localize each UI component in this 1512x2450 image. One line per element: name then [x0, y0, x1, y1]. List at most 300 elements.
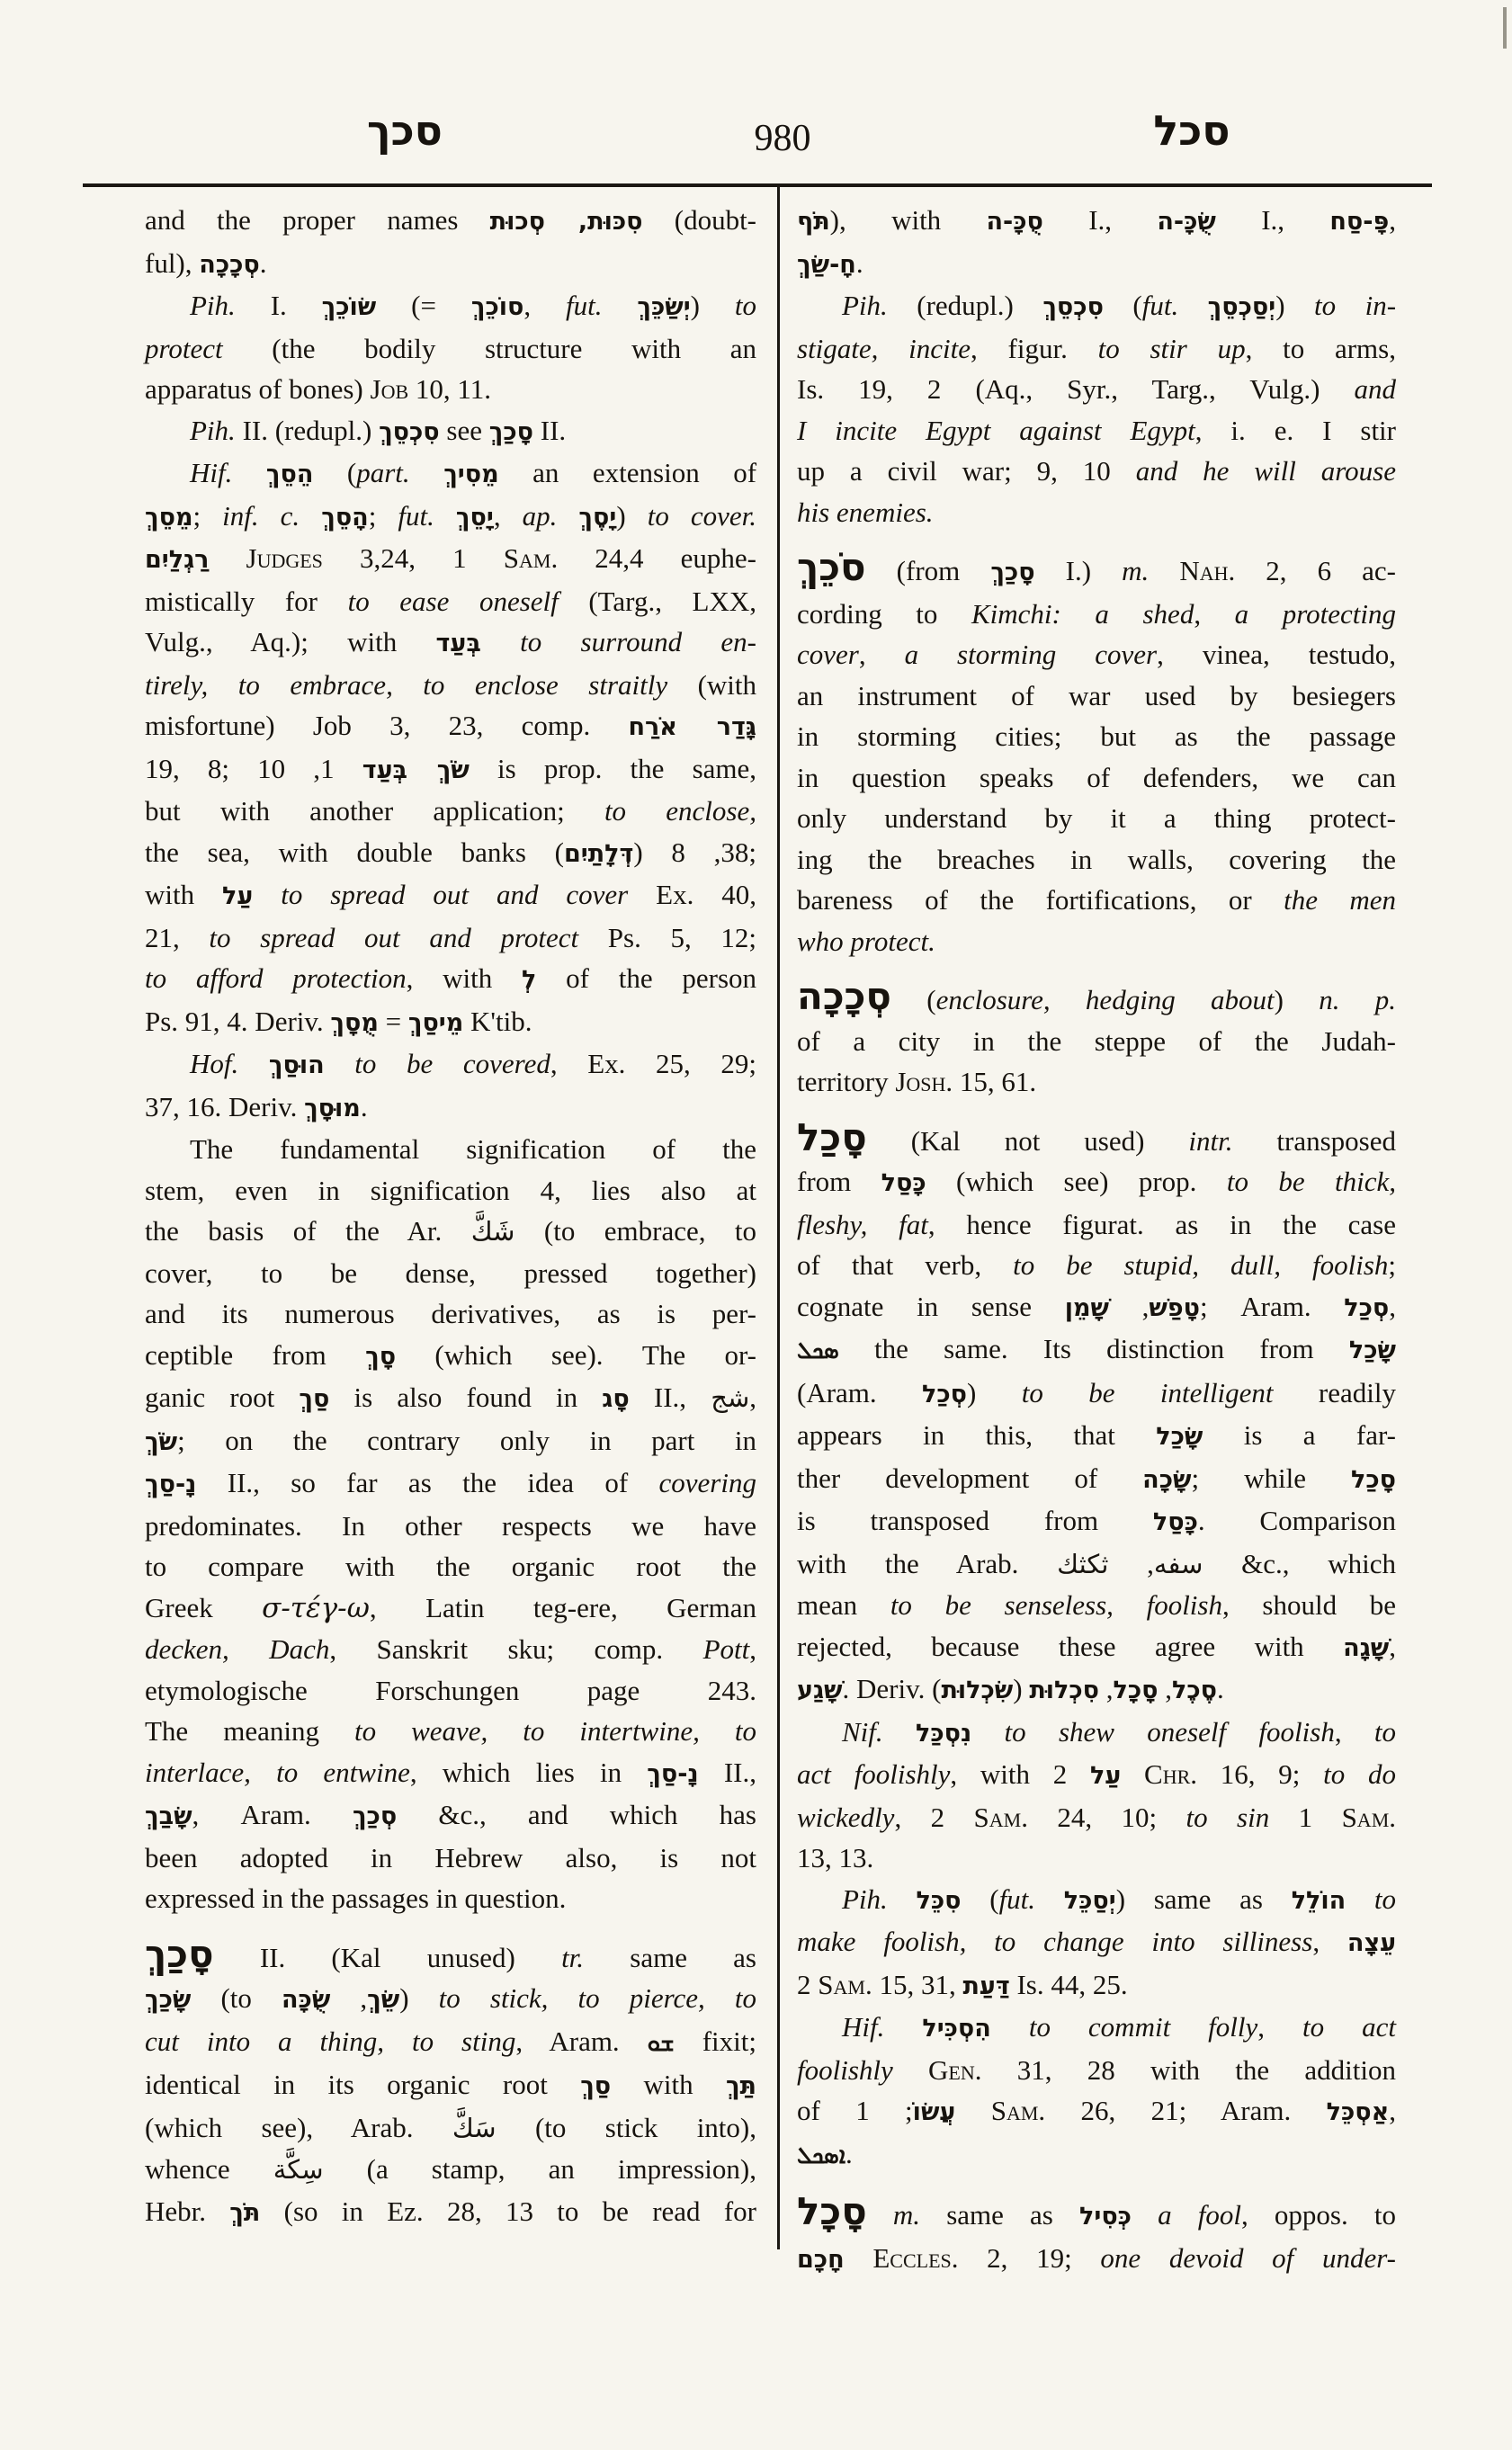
text-line: [145, 2021, 756, 2065]
text: K'tib.: [463, 1005, 532, 1037]
italic-text: decken, Dach: [145, 1633, 330, 1665]
text-line: [145, 243, 756, 286]
italic-text: and: [1354, 373, 1396, 405]
hebrew-text: כָּסַל: [881, 1169, 926, 1197]
hebrew-text: עֲשׂוֹ: [912, 2098, 956, 2126]
text-line: [797, 2191, 1396, 2238]
text-line: [145, 1794, 756, 1838]
text: ;: [192, 499, 223, 532]
text-line: [145, 1838, 756, 1879]
italic-text: to sin: [1185, 1801, 1270, 1833]
hebrew-text: מוּסָךְ: [304, 1094, 361, 1122]
italic-text: to be senseless, foolish: [890, 1589, 1222, 1621]
text: 15, 31,: [872, 1968, 963, 2000]
text: mistically for: [145, 585, 348, 617]
text: the same. Its distinction from: [838, 1333, 1349, 1364]
text-line: [145, 1978, 756, 2021]
text: , which lies in: [409, 1756, 648, 1788]
italic-text: to spread out and cover: [281, 879, 629, 910]
text-line: [145, 958, 756, 1001]
text: (Targ., LXX,: [558, 585, 756, 617]
italic-text: Pott: [702, 1633, 750, 1665]
text-line: [797, 369, 1396, 410]
text: ;: [368, 499, 398, 532]
text: 1: [1269, 1801, 1342, 1833]
text-line: [145, 452, 756, 496]
text-line: [145, 917, 756, 959]
text: , Sanskrit sku; comp.: [329, 1633, 703, 1665]
text: Is. 44, 25.: [1009, 1968, 1128, 2000]
text: &c., which: [1203, 1547, 1397, 1579]
text: 13, 13.: [797, 1842, 874, 1873]
text-line: [797, 2238, 1396, 2281]
text: II., so far as the idea of: [196, 1467, 659, 1498]
text-line: [797, 1061, 1396, 1103]
text-line: [797, 1797, 1396, 1838]
text: only understand by it a thing protect-: [797, 802, 1396, 834]
text: ,: [1194, 597, 1235, 630]
hebrew-text: תֹּף: [797, 208, 830, 236]
text-line: [145, 2149, 756, 2191]
text: Ps. 5, 12;: [578, 921, 757, 953]
reference-text: Gen.: [928, 2053, 982, 2086]
reference-text: Nah.: [1179, 555, 1236, 586]
hebrew-text: סִכֵּל: [916, 1886, 962, 1915]
text-line: [797, 1626, 1396, 1669]
text: ganic root: [145, 1381, 300, 1413]
text: ,: [858, 639, 905, 670]
text: , figur.: [971, 332, 1098, 364]
text: ,: [749, 1633, 756, 1665]
text: (: [961, 1882, 999, 1915]
italic-text: foolishly: [797, 2053, 893, 2086]
text: see: [439, 414, 489, 446]
text-line: [797, 547, 1396, 594]
italic-text: a protecting: [1234, 597, 1397, 630]
text-line: [145, 1462, 756, 1506]
text: [557, 500, 578, 532]
text-line: [145, 1629, 756, 1670]
italic-text: Kimchi: a shed: [971, 597, 1194, 630]
italic-text: to enclose,: [604, 795, 756, 827]
text: 26, 21; Aram.: [1045, 2095, 1327, 2126]
text: in question speaks of defenders, we can: [797, 761, 1396, 793]
italic-text: to afford protection: [145, 962, 407, 994]
text: [1178, 290, 1207, 321]
text-line: [145, 200, 756, 243]
text: an instrument of war used by besiegers: [797, 679, 1396, 711]
hebrew-text: סְכַל: [922, 1380, 968, 1408]
text-line: [145, 1878, 756, 1919]
text-line: [145, 1211, 756, 1253]
text-line: [797, 492, 1396, 533]
italic-text: a storming cover: [904, 639, 1158, 670]
text-line: [145, 1752, 756, 1795]
text: cover, to be dense, pressed together): [145, 1256, 756, 1289]
hebrew-text: מֵסֵךְ: [145, 503, 193, 532]
page-number: 980: [754, 118, 811, 159]
italic-text: to be thick,: [1226, 1166, 1396, 1197]
text-line: [797, 1712, 1396, 1755]
text: The meaning: [145, 1715, 354, 1747]
text-line: [797, 921, 1396, 962]
text: , oppos. to: [1241, 2199, 1396, 2231]
text: 21,: [145, 921, 210, 953]
italic-text: to ease oneself: [347, 585, 559, 617]
text: 2: [1052, 1758, 1145, 1790]
header-rule: [83, 183, 1432, 187]
text: misfortune) Job 3, 23, comp.: [145, 710, 629, 741]
text: I.,: [1215, 204, 1330, 236]
running-headword-left: סכך: [367, 106, 443, 155]
text: (doubt-: [642, 204, 757, 236]
text: Vulg., Aq.); with: [145, 626, 436, 657]
reference-text: Eccles.: [872, 2241, 959, 2274]
text: [991, 2011, 1029, 2043]
text: ;: [1388, 1249, 1397, 1281]
text: ther development of: [797, 1462, 1143, 1494]
hebrew-text: חָ-שַׂךְ: [797, 250, 856, 279]
text-line: [797, 634, 1396, 675]
text-line: [145, 1170, 756, 1212]
hebrew-text: סִכְלוּת: [1029, 1677, 1100, 1704]
text-line: [145, 369, 756, 410]
text: ,: [749, 1381, 756, 1413]
hebrew-text: שֹׂךְ: [145, 1427, 178, 1456]
text-line: [145, 496, 756, 539]
text: 16, 9;: [1197, 1758, 1324, 1790]
paragraph: [797, 285, 1396, 532]
hebrew-text: שֻׂכָּ-ה: [1157, 208, 1216, 236]
text: ): [967, 1376, 1022, 1408]
text: readily: [1273, 1376, 1396, 1408]
text: 10, 11.: [408, 373, 491, 405]
text: been adopted in Hebrew also, is not: [145, 1841, 756, 1873]
hebrew-headword: סֹכֵךְ: [797, 545, 866, 589]
text-line: [797, 2133, 1396, 2177]
hebrew-text: סֻכָּ-ה: [986, 208, 1043, 236]
italic-text: Hif.: [190, 457, 233, 488]
arabic-text: ثكثك: [1057, 1548, 1109, 1579]
text-line: [145, 581, 756, 622]
hebrew-text: נִסְכַּל: [915, 1719, 972, 1748]
italic-text: to commit folly: [1028, 2011, 1258, 2043]
text: Greek: [145, 1591, 263, 1623]
hebrew-text: שָׁגַע: [797, 1677, 843, 1704]
text: to compare with the organic root the: [145, 1551, 756, 1582]
text-line: [797, 839, 1396, 881]
text: , should be: [1221, 1589, 1397, 1621]
italic-text: his enemies.: [797, 496, 934, 528]
text: identical in its organic root: [145, 2069, 581, 2100]
italic-text: m.: [892, 2199, 921, 2231]
text: [888, 1883, 917, 1915]
text: 15, 61.: [953, 1066, 1037, 1097]
hebrew-text: יְשַׂכֵּךְ: [637, 293, 691, 321]
italic-text: Nif.: [842, 1715, 883, 1748]
text: 1, 10 is prop. the same,: [257, 752, 757, 784]
text-line: [797, 285, 1396, 328]
hebrew-text: סַךְ: [299, 1385, 330, 1413]
reference-text: Judges: [246, 542, 323, 574]
italic-text: to: [1373, 1715, 1397, 1748]
text: (a stamp, an impression),: [323, 2153, 756, 2185]
text-line: [797, 1543, 1396, 1586]
italic-text: to cover.: [647, 499, 757, 532]
text: ,: [1389, 2095, 1396, 2126]
text: =: [378, 1005, 408, 1037]
arabic-text: سِكَّة: [273, 2154, 324, 2185]
text-line: [145, 538, 756, 581]
paragraph: [145, 285, 756, 410]
text: 31, 28 with the addition: [981, 2053, 1396, 2086]
italic-text: act foolishly: [797, 1758, 951, 1790]
hebrew-text: שָׂכַל: [1348, 1337, 1396, 1364]
text: ,: [1312, 1926, 1347, 1957]
text-line: [797, 200, 1396, 243]
text: [253, 879, 281, 910]
text: II.,: [629, 1381, 711, 1413]
greek-text: σ-τέγ-ω: [262, 1591, 370, 1624]
text: of: [797, 2095, 856, 2126]
text-line: [145, 832, 756, 875]
hebrew-text: גָּדַר אֹרַח: [628, 713, 756, 741]
text: ) 38, 8;: [633, 836, 757, 868]
italic-text: to in-: [1314, 290, 1397, 321]
italic-text: ap.: [522, 499, 558, 532]
text: 2, 6 ac-: [1235, 555, 1397, 586]
italic-text: inf. c.: [222, 499, 300, 532]
text-line: [797, 410, 1396, 452]
text: (: [890, 984, 936, 1015]
paragraph: [797, 1114, 1397, 1712]
text: , Aram.: [515, 2025, 648, 2057]
hebrew-text: מֻסָךְ: [330, 1008, 379, 1037]
text-line: [797, 1668, 1396, 1712]
text: ): [1275, 290, 1315, 321]
text: [232, 457, 266, 488]
text: ,: [1108, 1290, 1150, 1322]
text-line: [797, 716, 1396, 757]
text: II.: [533, 414, 567, 446]
hebrew-text: הָסֵךְ: [321, 503, 369, 532]
text: ceptible from: [145, 1338, 366, 1371]
text: (: [313, 457, 357, 488]
text: I.,: [1042, 204, 1158, 236]
italic-text: fleshy, fat: [797, 1208, 928, 1240]
text-line: [145, 1546, 756, 1587]
text-line: [797, 1500, 1396, 1543]
text: with: [611, 2069, 726, 2100]
italic-text: cut into a thing, to sting: [145, 2025, 516, 2057]
hebrew-text: הֵסֵךְ: [265, 460, 314, 488]
hebrew-text: סוֹכֵךְ: [470, 293, 524, 321]
hebrew-text: חָכָם: [797, 2245, 845, 2274]
text: . Comparison: [1197, 1505, 1396, 1536]
italic-text: intr.: [1188, 1124, 1233, 1157]
arabic-text: شَكَّ: [470, 1216, 515, 1247]
italic-text: and he will arouse: [1135, 455, 1396, 487]
text: , Ex. 25, 29;: [550, 1048, 757, 1079]
text-line: [797, 328, 1396, 370]
italic-text: fut.: [998, 1882, 1036, 1915]
italic-text: tr.: [561, 1941, 585, 1973]
hebrew-headword: סָכָל: [797, 2189, 867, 2233]
hebrew-text: סָכַל: [1351, 1465, 1396, 1494]
hebrew-text: סָכַךְ: [488, 417, 533, 446]
text-line: [145, 1506, 756, 1547]
hebrew-text: סָךְ: [365, 1342, 397, 1371]
hebrew-text: סִכְסֵךְ: [1042, 293, 1104, 321]
text: [884, 2011, 922, 2043]
italic-text: part.: [356, 457, 410, 488]
text-line: [145, 2191, 756, 2234]
text: (which see). The or-: [396, 1338, 756, 1371]
right-column: [797, 200, 1396, 2280]
text: ) same as: [1115, 1882, 1292, 1915]
text: , with: [950, 1758, 1053, 1790]
text-line: [145, 748, 756, 791]
text: ,: [1158, 1673, 1173, 1704]
text-line: [145, 328, 756, 370]
hebrew-text: שֻׂכָּה: [282, 1986, 331, 2014]
text: , vinea, testudo,: [1157, 639, 1397, 670]
text: with: [145, 879, 223, 910]
text: but with another application;: [145, 795, 604, 827]
text-line: [145, 2107, 756, 2150]
text: an extension of: [498, 457, 757, 488]
text: ,: [1389, 204, 1396, 236]
text: [209, 542, 246, 574]
text: ,: [1389, 1290, 1397, 1322]
text-line: [797, 1585, 1396, 1626]
italic-text: Hof.: [190, 1048, 239, 1079]
text-line: [797, 2007, 1396, 2050]
text-line: [797, 976, 1396, 1021]
text: [481, 626, 520, 657]
hebrew-text: שָׂכָה: [1142, 1465, 1192, 1494]
hebrew-text: סָג: [602, 1385, 630, 1413]
reference-text: Sam.: [818, 1968, 872, 2000]
text: Hebr.: [145, 2195, 230, 2227]
text: (to: [191, 1982, 282, 2014]
text: [238, 1048, 269, 1079]
text-line: [797, 2050, 1396, 2091]
hebrew-text: יְסַכֵּל: [1063, 1886, 1116, 1915]
text: [325, 1048, 355, 1079]
text-line: [145, 791, 756, 832]
text: (the bodily structure with an: [222, 332, 756, 364]
text: of a city in the steppe of the Judah-: [797, 1024, 1396, 1057]
hebrew-text: סִכְסֵךְ: [379, 417, 440, 446]
hebrew-text: נָ-סַךְ: [145, 1471, 197, 1498]
text: whence: [145, 2153, 273, 2185]
hebrew-text: הוֹלֵל: [1291, 1886, 1346, 1915]
text-line: [797, 1114, 1396, 1162]
text: (to stick into),: [496, 2111, 756, 2143]
hebrew-text: עַל: [1090, 1762, 1122, 1790]
text: appears in this, that: [797, 1419, 1157, 1451]
text-line: [797, 1879, 1396, 1922]
text: ,: [330, 1982, 368, 2014]
text: Is. 19, 2 (Aq., Syr., Targ., Vulg.): [797, 373, 1355, 405]
arabic-text: سفه: [1153, 1548, 1203, 1579]
text-line: [797, 880, 1396, 921]
italic-text: to be covered: [354, 1048, 550, 1079]
reference-text: Sam.: [990, 2095, 1046, 2126]
paragraph: [797, 1879, 1396, 2007]
text: (from: [865, 555, 991, 586]
text: ): [616, 499, 648, 532]
text-line: [797, 1415, 1396, 1458]
text: and its numerous derivatives, as is per-: [145, 1298, 756, 1329]
italic-text: to spread out and protect: [209, 921, 579, 953]
paragraph: [797, 2007, 1396, 2177]
text: II. (Kal unused): [213, 1941, 562, 1973]
hebrew-headword: סָכַל: [797, 1114, 867, 1159]
text: I.: [235, 290, 322, 321]
reference-text: Josh.: [895, 1066, 953, 1097]
text: The fundamental signification of the: [190, 1133, 756, 1165]
text: etymologische Forschungen page 243.: [145, 1674, 756, 1706]
hebrew-text: דְּלָתַיִם: [563, 839, 634, 868]
italic-text: n. p.: [1319, 984, 1396, 1015]
text: the sea, with double banks (: [145, 836, 564, 868]
text: stem, even in signification 4, lies also at: [145, 1174, 756, 1206]
italic-text: to surround en-: [520, 626, 756, 657]
text-line: [797, 1964, 1396, 2007]
hebrew-text: שָׂבַךְ: [145, 1802, 192, 1830]
text: [883, 1716, 916, 1748]
text: 24, 10;: [1027, 1801, 1186, 1833]
text-line: [145, 1293, 756, 1335]
text: (which see), Arab.: [145, 2111, 452, 2143]
hebrew-text: הִסְכִּיל: [922, 2015, 991, 2043]
text: ,: [1108, 1547, 1154, 1579]
text: transposed: [1232, 1124, 1396, 1157]
text-line: [797, 2090, 1396, 2133]
text: (redupl.): [887, 290, 1043, 321]
text-line: [145, 1377, 756, 1420]
text: . Deriv.: [842, 1673, 933, 1704]
text: I.): [1034, 555, 1123, 586]
text-line: [145, 1587, 756, 1630]
italic-text: to: [1373, 1882, 1397, 1915]
text-line: [797, 1458, 1396, 1501]
text: (which see) prop.: [926, 1166, 1227, 1197]
italic-text: make foolish, to change into silliness: [797, 1926, 1313, 1957]
text: apparatus of bones): [145, 373, 371, 405]
italic-text: Hif.: [842, 2011, 885, 2043]
text: ful),: [145, 246, 200, 279]
text: .: [855, 246, 863, 279]
text-line: [145, 1129, 756, 1170]
hebrew-text: מֵיסַךְ: [407, 1008, 464, 1037]
text-line: [797, 243, 1396, 286]
text-line: [797, 1204, 1396, 1246]
text: .: [360, 1090, 368, 1122]
paragraph: [145, 1129, 756, 1919]
hebrew-text: בְּעַד: [435, 630, 481, 657]
text: (Kal not used): [866, 1124, 1189, 1157]
paragraph: [145, 452, 756, 1043]
text-line: [797, 798, 1396, 839]
italic-text: a fool: [1158, 2199, 1242, 2231]
text: , i. e. I stir: [1194, 414, 1396, 446]
reference-text: Job: [370, 373, 409, 405]
text: , 2: [894, 1801, 974, 1833]
text: ): [399, 1982, 439, 2014]
